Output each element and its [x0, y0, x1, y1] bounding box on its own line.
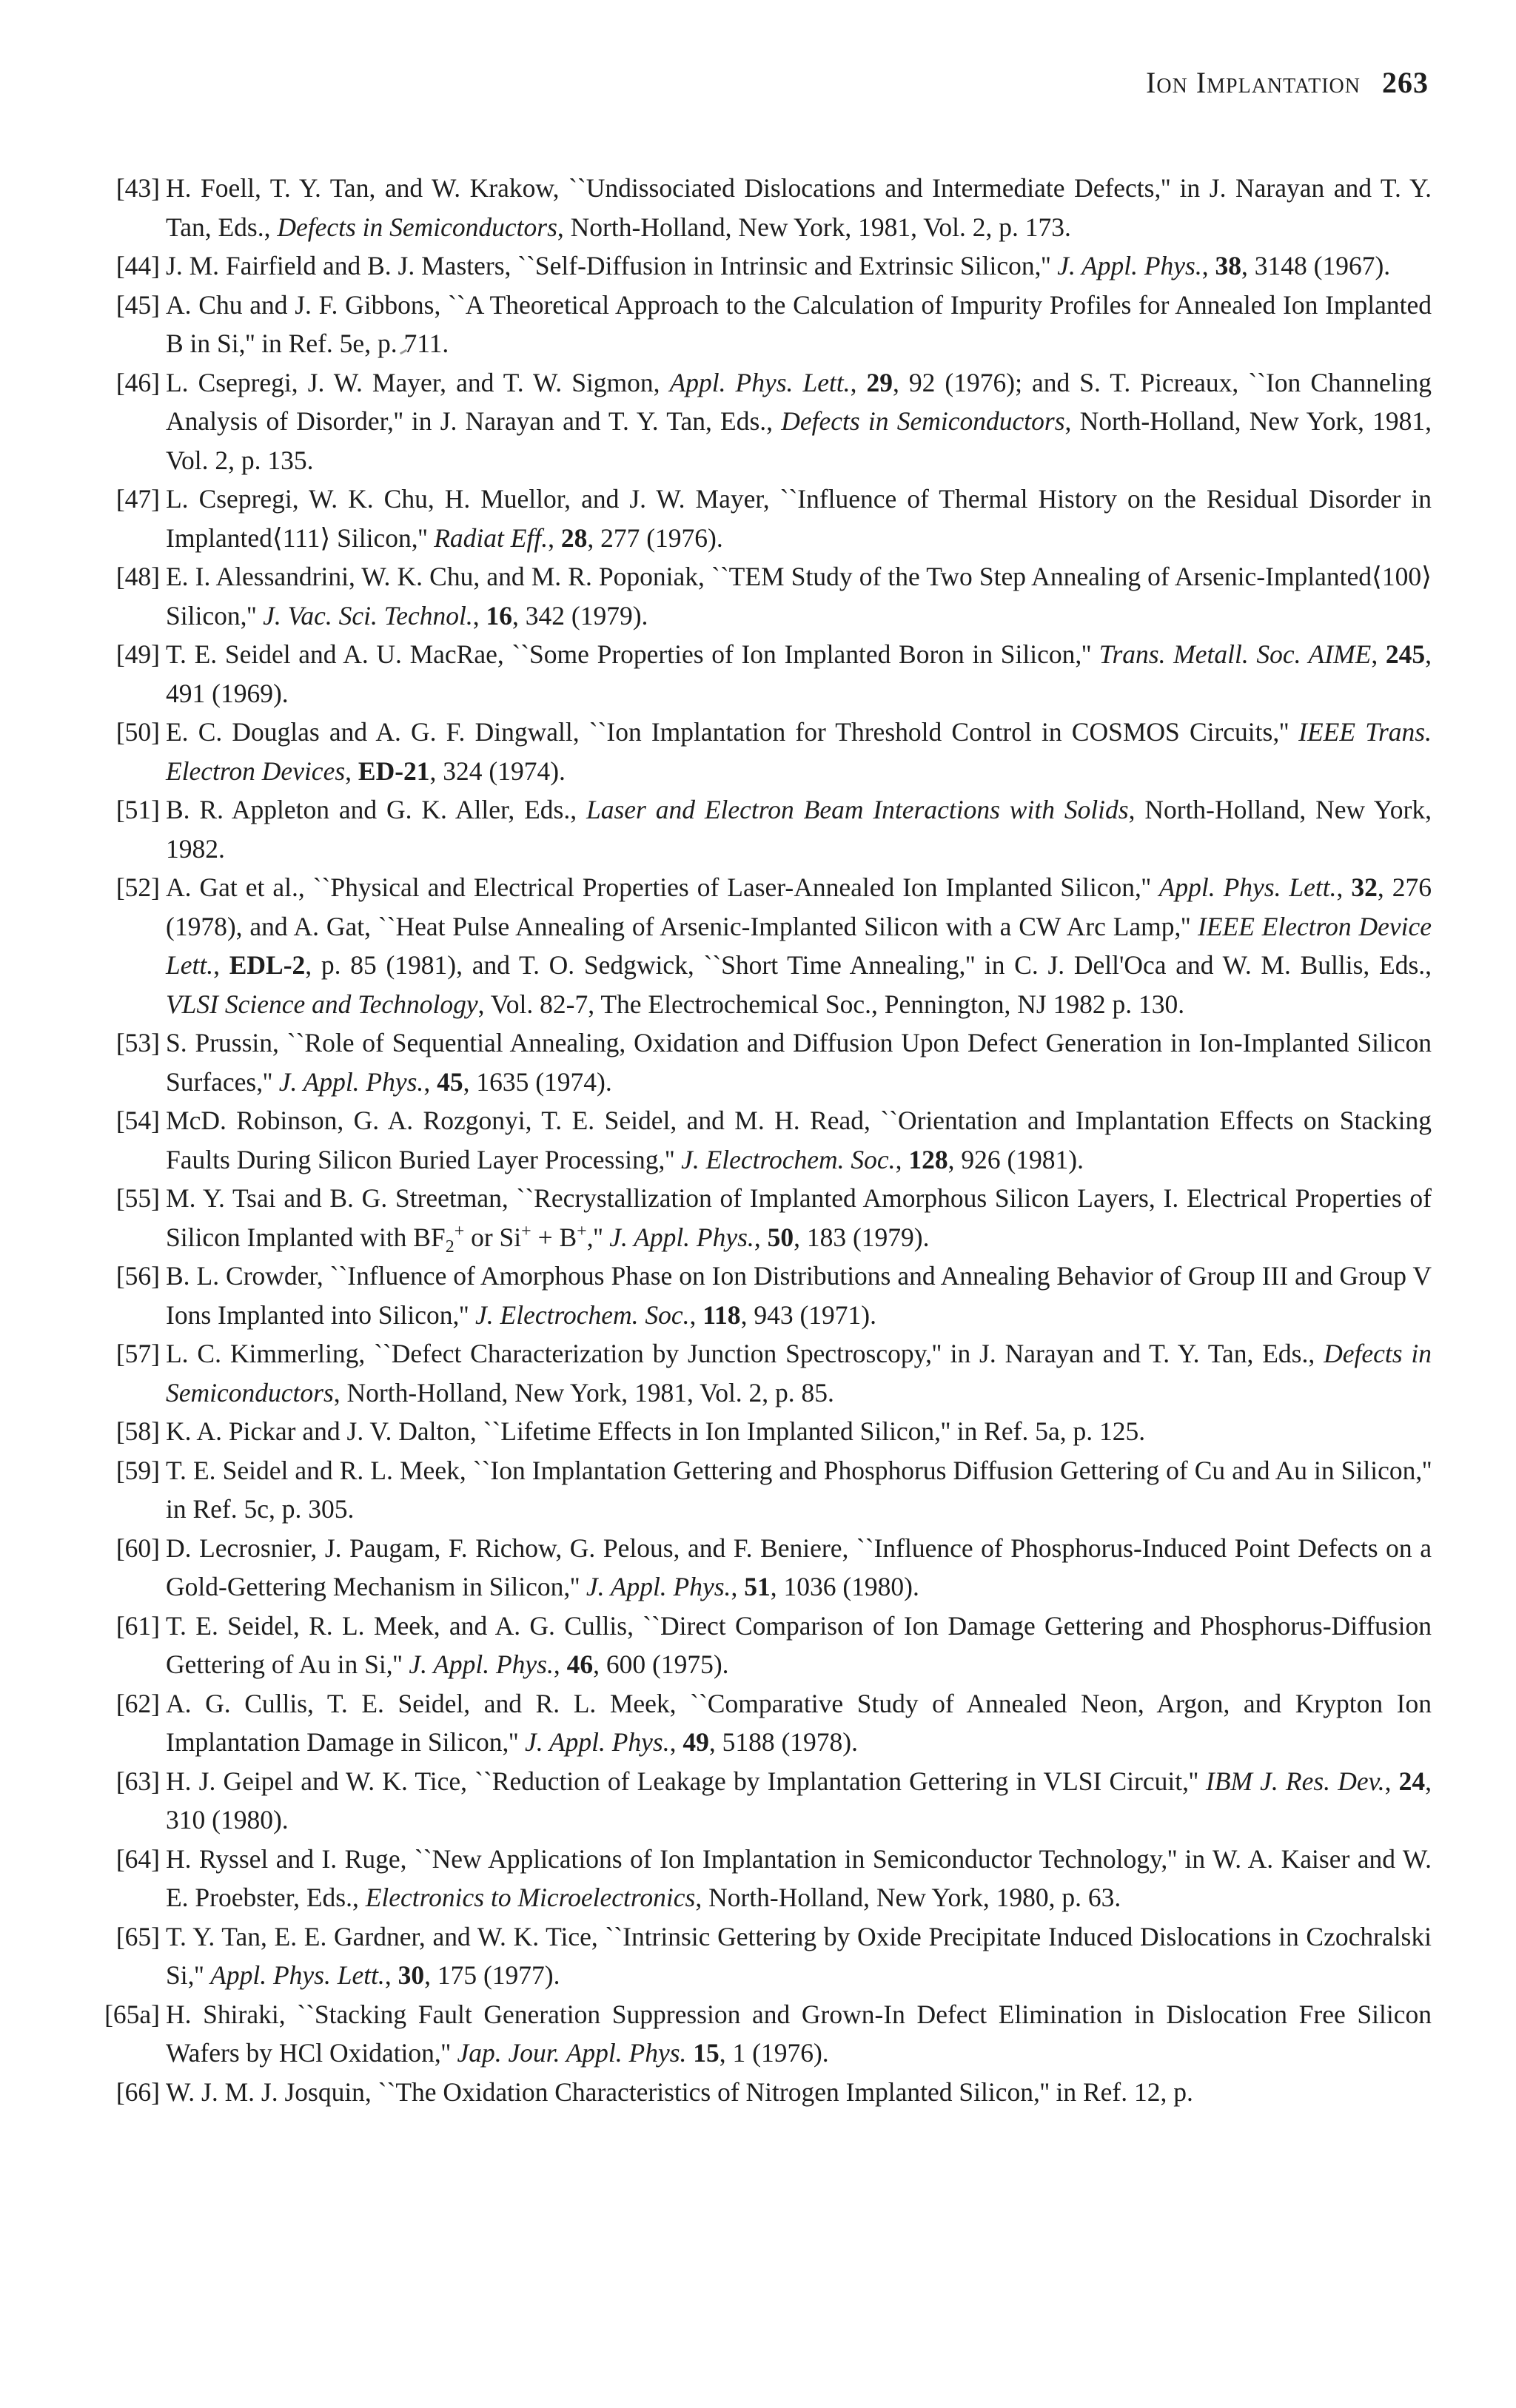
reference-text: H. Ryssel and I. Ruge, ``New Applications of Ion Implantation in Semiconductor Technology,'' in W. A. Kaiser and W. E. Proebster, Eds., — [166, 1843, 1432, 1912]
reference-text: , — [1336, 872, 1352, 902]
reference-text: D. Lecrosnier, J. Paugam, F. Richow, G. Pelous, and F. Beniere, ``Influence of Phosphorus-Induced Point Defects on a Gold-Gettering Mechanism in Silicon,'' — [166, 1533, 1432, 1601]
reference-volume: 51 — [744, 1572, 771, 1601]
reference-volume: 118 — [702, 1299, 741, 1330]
reference-text: J. M. Fairfield and B. J. Masters, ``Self-Diffusion in Intrinsic and Extrinsic Silicon,'' — [166, 251, 1058, 280]
reference-text: , — [669, 1727, 683, 1757]
reference-text: or Si — [464, 1222, 522, 1252]
reference-italic-text: Defects in Semiconductors — [166, 1339, 1432, 1408]
reference-volume: 49 — [682, 1727, 709, 1757]
reference-number: [64] — [115, 1843, 160, 1874]
reference-entry — [95, 1529, 1432, 1607]
reference-text: L. Csepregi, J. W. Mayer, and T. W. Sigmon, — [166, 367, 670, 397]
reference-text: A. Gat et al., ``Physical and Electrical Properties of Laser-Annealed Ion Implanted Silicon,'' — [166, 872, 1159, 902]
reference-entry — [95, 2073, 1432, 2112]
reference-entry — [95, 1607, 1432, 1684]
reference-italic-text: J. Appl. Phys. — [409, 1649, 554, 1679]
running-head-title: Ion Implantation — [1146, 66, 1361, 99]
reference-text: , — [472, 600, 486, 630]
reference-entry — [95, 713, 1432, 790]
reference-italic-text: J. Electrochem. Soc. — [681, 1144, 896, 1174]
reference-text: H. J. Geipel and W. K. Tice, ``Reduction of Leakage by Implantation Gettering in VLSI Circuit,'' — [166, 1766, 1206, 1796]
reference-number: [59] — [115, 1455, 160, 1485]
reference-text: , — [548, 522, 561, 553]
reference-entry — [95, 1412, 1432, 1451]
reference-text: , — [1371, 639, 1386, 669]
reference-text: S. Prussin, ``Role of Sequential Annealing, Oxidation and Diffusion Upon Defect Generation in Ion-Implanted Silicon Surfaces,'' — [166, 1028, 1432, 1097]
reference-text: , 342 (1979). — [512, 600, 648, 630]
reference-number: [49] — [115, 639, 160, 669]
reference-text: , — [731, 1572, 745, 1601]
reference-volume: 45 — [437, 1066, 463, 1097]
reference-text: + B — [531, 1222, 577, 1252]
reference-entry — [95, 868, 1432, 1023]
reference-text: , 3148 (1967). — [1241, 251, 1391, 280]
reference-number: [65a] — [104, 1999, 160, 2029]
reference-volume: 15 — [693, 2038, 720, 2068]
reference-italic-text: Laser and Electron Beam Interactions with Solids — [586, 795, 1129, 824]
reference-text: H. Shiraki, ``Stacking Fault Generation Suppression and Grown-In Defect Elimination in Dislocation Free Silicon Wafers by HCl Oxidation,'' — [166, 1999, 1432, 2068]
reference-text: , North-Holland, New York, 1980, p. 63. — [695, 1883, 1121, 1912]
reference-text: , 1635 (1974). — [463, 1066, 612, 1097]
reference-number: [58] — [115, 1416, 160, 1446]
reference-text: , — [754, 1222, 768, 1252]
reference-number: [47] — [115, 484, 160, 514]
page-number: 263 — [1382, 66, 1429, 99]
reference-volume: 38 — [1215, 251, 1241, 280]
reference-entry — [95, 1840, 1432, 1917]
reference-number: [45] — [115, 289, 160, 320]
reference-text: L. Csepregi, W. K. Chu, H. Muellor, and J. W. Mayer, ``Influence of Thermal History on the Residual Disorder in Implanted⟨111⟩ Silicon,'' — [166, 484, 1432, 553]
reference-number: [52] — [115, 872, 160, 902]
reference-volume: 29 — [866, 367, 893, 397]
reference-volume: ED-21 — [358, 756, 430, 786]
reference-entry — [95, 1451, 1432, 1529]
reference-text: , North-Holland, New York, 1981, Vol. 2, p. 173. — [557, 212, 1071, 242]
reference-text: , — [553, 1649, 567, 1679]
reference-entry — [95, 286, 1432, 363]
reference-text: K. A. Pickar and J. V. Dalton, ``Lifetime Effects in Ion Implanted Silicon,'' in Ref. 5a, p. 125. — [166, 1416, 1146, 1446]
reference-volume: 50 — [767, 1222, 794, 1252]
reference-text: , p. 85 (1981), and T. O. Sedgwick, ``Short Time Annealing,'' in C. J. Dell'Oca and W. M. Bullis, Eds., — [305, 950, 1432, 980]
reference-text: , 276 (1978), and A. Gat, ``Heat Pulse Annealing of Arsenic-Implanted Silicon with a CW Arc Lamp,'' — [166, 872, 1432, 941]
reference-italic-text: J. Appl. Phys. — [586, 1572, 731, 1601]
reference-text: ,'' — [586, 1222, 610, 1252]
reference-volume: 32 — [1351, 872, 1378, 902]
reference-entry — [95, 1101, 1432, 1179]
reference-number: [56] — [115, 1261, 160, 1291]
reference-text: McD. Robinson, G. A. Rozgonyi, T. E. Seidel, and M. H. Read, ``Orientation and Implantation Effects on Stacking Faults During Silicon Buried Layer Processing,'' — [166, 1106, 1432, 1174]
reference-number: [66] — [115, 2076, 160, 2107]
reference-italic-text: Defects in Semiconductors — [781, 406, 1065, 436]
reference-italic-text: Jap. Jour. Appl. Phys. — [457, 2038, 687, 2068]
reference-text: B. L. Crowder, ``Influence of Amorphous Phase on Ion Distributions and Annealing Behavior of Group III and Group V Ions Implanted into Silicon,'' — [166, 1261, 1432, 1330]
reference-text — [686, 2038, 693, 2068]
reference-italic-text: Appl. Phys. Lett. — [1158, 872, 1337, 902]
reference-entry — [95, 363, 1432, 480]
reference-text: , — [345, 756, 358, 786]
reference-number: [60] — [115, 1533, 160, 1563]
reference-number: [57] — [115, 1339, 160, 1368]
reference-text: T. Y. Tan, E. E. Gardner, and W. K. Tice, ``Intrinsic Gettering by Oxide Precipitate Induced Dislocations in Czochralski Si,'' — [166, 1921, 1432, 1990]
reference-text: A. Chu and J. F. Gibbons, ``A Theoretical Approach to the Calculation of Impurity Profiles for Annealed Ion Implanted B in Si,'' in Ref. 5e, p. 711. — [166, 289, 1432, 358]
reference-number: [62] — [115, 1688, 160, 1718]
reference-text: , — [850, 367, 867, 397]
reference-number: [44] — [115, 251, 160, 280]
reference-number: [65] — [115, 1921, 160, 1951]
reference-text: , — [384, 1960, 398, 1990]
reference-volume: 46 — [566, 1649, 594, 1679]
reference-text: A. G. Cullis, T. E. Seidel, and R. L. Meek, ``Comparative Study of Annealed Neon, Argon, and Krypton Ion Implantation Damage in Silicon,'' — [166, 1688, 1432, 1757]
reference-text: , 277 (1976). — [587, 522, 723, 553]
reference-number: [61] — [115, 1610, 160, 1641]
reference-italic-text: J. Electrochem. Soc. — [475, 1299, 690, 1330]
reference-text: , 175 (1977). — [424, 1960, 560, 1990]
running-head — [1146, 65, 1429, 100]
reference-text: , Vol. 82-7, The Electrochemical Soc., Pennington, NJ 1982 p. 130. — [477, 989, 1185, 1019]
reference-italic-text: Electronics to Microelectronics — [365, 1883, 696, 1912]
reference-entry — [95, 1257, 1432, 1334]
reference-text: E. I. Alessandrini, W. K. Chu, and M. R. Poponiak, ``TEM Study of the Two Step Annealing of Arsenic-Implanted⟨100⟩ Silicon,'' — [166, 562, 1432, 630]
reference-entry — [95, 1179, 1432, 1257]
reference-entry — [95, 1334, 1432, 1412]
reference-text: , — [1384, 1766, 1399, 1796]
reference-text: , North-Holland, New York, 1981, Vol. 2, p. 135. — [166, 406, 1432, 475]
reference-text: , — [213, 950, 229, 980]
reference-volume: 24 — [1398, 1766, 1426, 1796]
reference-number: [46] — [115, 367, 160, 397]
reference-text: , 926 (1981). — [948, 1144, 1084, 1174]
reference-text: , — [689, 1299, 703, 1330]
reference-number: [48] — [115, 562, 160, 591]
reference-number: [54] — [115, 1106, 160, 1135]
reference-volume: 28 — [560, 522, 588, 553]
reference-entry — [95, 1995, 1432, 2073]
reference-text: T. E. Seidel and A. U. MacRae, ``Some Properties of Ion Implanted Boron in Silicon,'' — [166, 639, 1099, 669]
reference-text: E. C. Douglas and A. G. F. Dingwall, ``Ion Implantation for Threshold Control in COSMOS Circuits,'' — [166, 717, 1299, 747]
reference-number: [43] — [115, 173, 160, 203]
reference-entry — [95, 1684, 1432, 1762]
reference-text: , 943 (1971). — [740, 1299, 876, 1330]
reference-italic-text: Appl. Phys. Lett. — [210, 1960, 385, 1990]
reference-italic-text: J. Appl. Phys. — [525, 1727, 670, 1757]
reference-text: B. R. Appleton and G. K. Aller, Eds., — [166, 795, 586, 824]
reference-text: , North-Holland, New York, 1981, Vol. 2, p. 85. — [333, 1377, 834, 1408]
reference-italic-text: J. Appl. Phys. — [1057, 251, 1202, 280]
reference-text: , 1036 (1980). — [770, 1572, 919, 1601]
reference-volume: 30 — [398, 1960, 425, 1990]
reference-text: + — [521, 1221, 531, 1241]
reference-text: , 600 (1975). — [593, 1649, 729, 1679]
reference-italic-text: J. Appl. Phys. — [609, 1222, 754, 1252]
reference-italic-text: J. Vac. Sci. Technol. — [263, 600, 473, 630]
reference-italic-text: VLSI Science and Technology — [166, 989, 478, 1019]
reference-italic-text: Defects in Semiconductors — [277, 212, 557, 242]
reference-italic-text: IBM J. Res. Dev. — [1205, 1766, 1385, 1796]
reference-text: , 324 (1974). — [429, 756, 566, 786]
reference-italic-text: Trans. Metall. Soc. AIME — [1099, 639, 1372, 669]
reference-entry — [95, 169, 1432, 246]
reference-entry — [95, 1762, 1432, 1840]
reference-italic-text: J. Appl. Phys. — [278, 1066, 424, 1097]
reference-italic-text: Radiat Eff. — [434, 522, 549, 553]
reference-text: + — [454, 1221, 465, 1241]
reference-text: , 1 (1976). — [719, 2038, 829, 2068]
reference-text: , 183 (1979). — [794, 1222, 930, 1252]
reference-volume: 245 — [1385, 639, 1426, 669]
reference-volume: 16 — [486, 600, 513, 630]
reference-text: T. E. Seidel, R. L. Meek, and A. G. Cullis, ``Direct Comparison of Ion Damage Gettering and Phosphorus-Diffusion Gettering of Au in Si,'' — [166, 1610, 1432, 1679]
reference-text: , 92 (1976); and S. T. Picreaux, ``Ion Channeling Analysis of Disorder,'' in J. Narayan and T. Y. Tan, Eds., — [166, 367, 1432, 436]
reference-list — [95, 169, 1432, 2111]
reference-text: , 310 (1980). — [166, 1766, 1432, 1834]
reference-number: [51] — [115, 795, 160, 824]
reference-number: [63] — [115, 1766, 160, 1796]
reference-text: , 491 (1969). — [166, 639, 1432, 708]
reference-text: H. Foell, T. Y. Tan, and W. Krakow, ``Undissociated Dislocations and Intermediate Defects,'' in J. Narayan and T. Y. Tan, Eds., — [166, 173, 1432, 242]
reference-entry — [95, 480, 1432, 557]
reference-entry — [95, 557, 1432, 635]
reference-text: 2 — [445, 1237, 455, 1257]
reference-text: , — [423, 1066, 437, 1097]
reference-text: T. E. Seidel and R. L. Meek, ``Ion Implantation Gettering and Phosphorus Diffusion Gettering of Cu and Au in Silicon,'' in Ref. 5c, p. 305. — [166, 1455, 1432, 1524]
reference-italic-text: IEEE Electron Device Lett. — [166, 911, 1432, 980]
reference-entry — [95, 1917, 1432, 1995]
reference-italic-text: Appl. Phys. Lett. — [669, 367, 851, 397]
reference-text: , 5188 (1978). — [708, 1727, 858, 1757]
reference-text: , — [895, 1144, 909, 1174]
reference-volume: EDL-2 — [229, 950, 306, 980]
reference-number: [50] — [115, 717, 160, 747]
reference-volume: 128 — [908, 1144, 948, 1174]
reference-number: [55] — [115, 1183, 160, 1213]
reference-number: [53] — [115, 1028, 160, 1057]
reference-entry — [95, 635, 1432, 713]
reference-entry — [95, 790, 1432, 868]
reference-italic-text: IEEE Trans. Electron Devices — [166, 717, 1432, 786]
reference-text: W. J. M. J. Josquin, ``The Oxidation Characteristics of Nitrogen Implanted Silicon,'' in Ref. 12, p. — [166, 2076, 1193, 2107]
reference-entry — [95, 246, 1432, 286]
reference-text: , — [1201, 251, 1215, 280]
reference-text: , North-Holland, New York, 1982. — [166, 795, 1432, 864]
reference-text: L. C. Kimmerling, ``Defect Characterization by Junction Spectroscopy,'' in J. Narayan and T. Y. Tan, Eds., — [166, 1339, 1324, 1368]
reference-entry — [95, 1023, 1432, 1101]
reference-text: M. Y. Tsai and B. G. Streetman, ``Recrystallization of Implanted Amorphous Silicon Layers, I. Electrical Properties of Silicon Implanted with BF — [166, 1183, 1432, 1252]
reference-text: + — [577, 1221, 587, 1241]
